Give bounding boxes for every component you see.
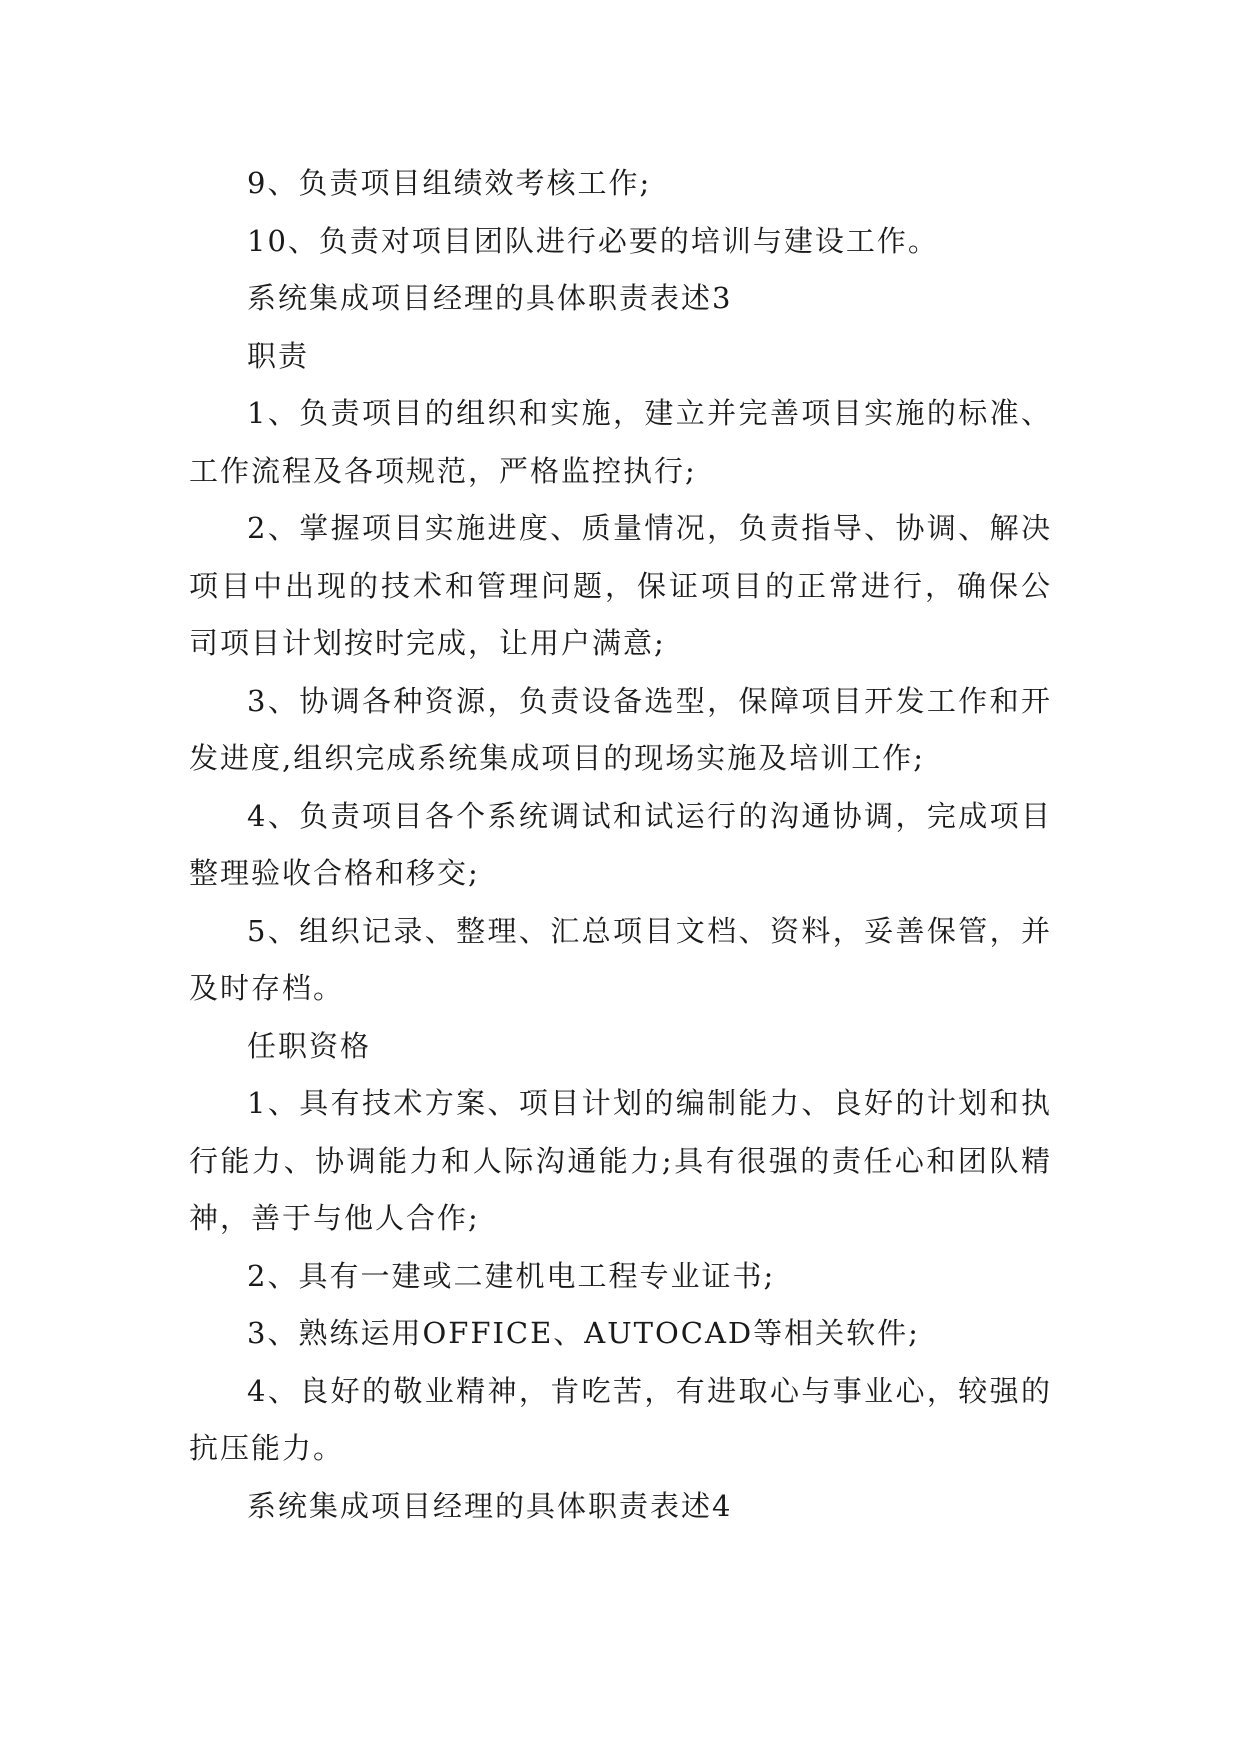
duty-item-2: 2、掌握项目实施进度、质量情况，负责指导、协调、解决项目中出现的技术和管理问题，保证项目的正常进行，确保公司项目计划按时完成，让用户满意; (189, 511, 1052, 660)
duty-item-3: 3、协调各种资源，负责设备选型，保障项目开发工作和开发进度,组织完成系统集成项目的现场实施及培训工作; (189, 683, 1052, 775)
qualification-item-1: 1、具有技术方案、项目计划的编制能力、良好的计划和执行能力、协调能力和人际沟通能力;具有很强的责任心和团队精神，善于与他人合作; (189, 1086, 1052, 1235)
duty-item-4: 4、负责项目各个系统调试和试运行的沟通协调，完成项目整理验收合格和移交; (189, 798, 1052, 890)
qualification-item-2: 2、具有一建或二建机电工程专业证书; (247, 1258, 776, 1293)
duty-item-9: 9、负责项目组绩效考核工作; (247, 166, 652, 200)
qualification-item-4: 4、良好的敬业精神，肯吃苦，有进取心与事业心，较强的抗压能力。 (189, 1373, 1052, 1465)
section-title-3: 系统集成项目经理的具体职责表述3 (247, 281, 733, 315)
subsection-qualifications: 任职资格 (247, 1028, 372, 1063)
document-body (189, 155, 1052, 1535)
qualification-item-3: 3、熟练运用OFFICE、AUTOCAD等相关软件; (247, 1316, 920, 1350)
section-title-4: 系统集成项目经理的具体职责表述4 (247, 1488, 733, 1523)
duty-item-10: 10、负责对项目团队进行必要的培训与建设工作。 (247, 223, 939, 258)
duty-item-5: 5、组织记录、整理、汇总项目文档、资料，妥善保管，并及时存档。 (189, 913, 1052, 1005)
duty-item-1: 1、负责项目的组织和实施，建立并完善项目实施的标准、工作流程及各项规范，严格监控执行; (189, 396, 1052, 488)
subsection-duties: 职责 (247, 338, 310, 373)
